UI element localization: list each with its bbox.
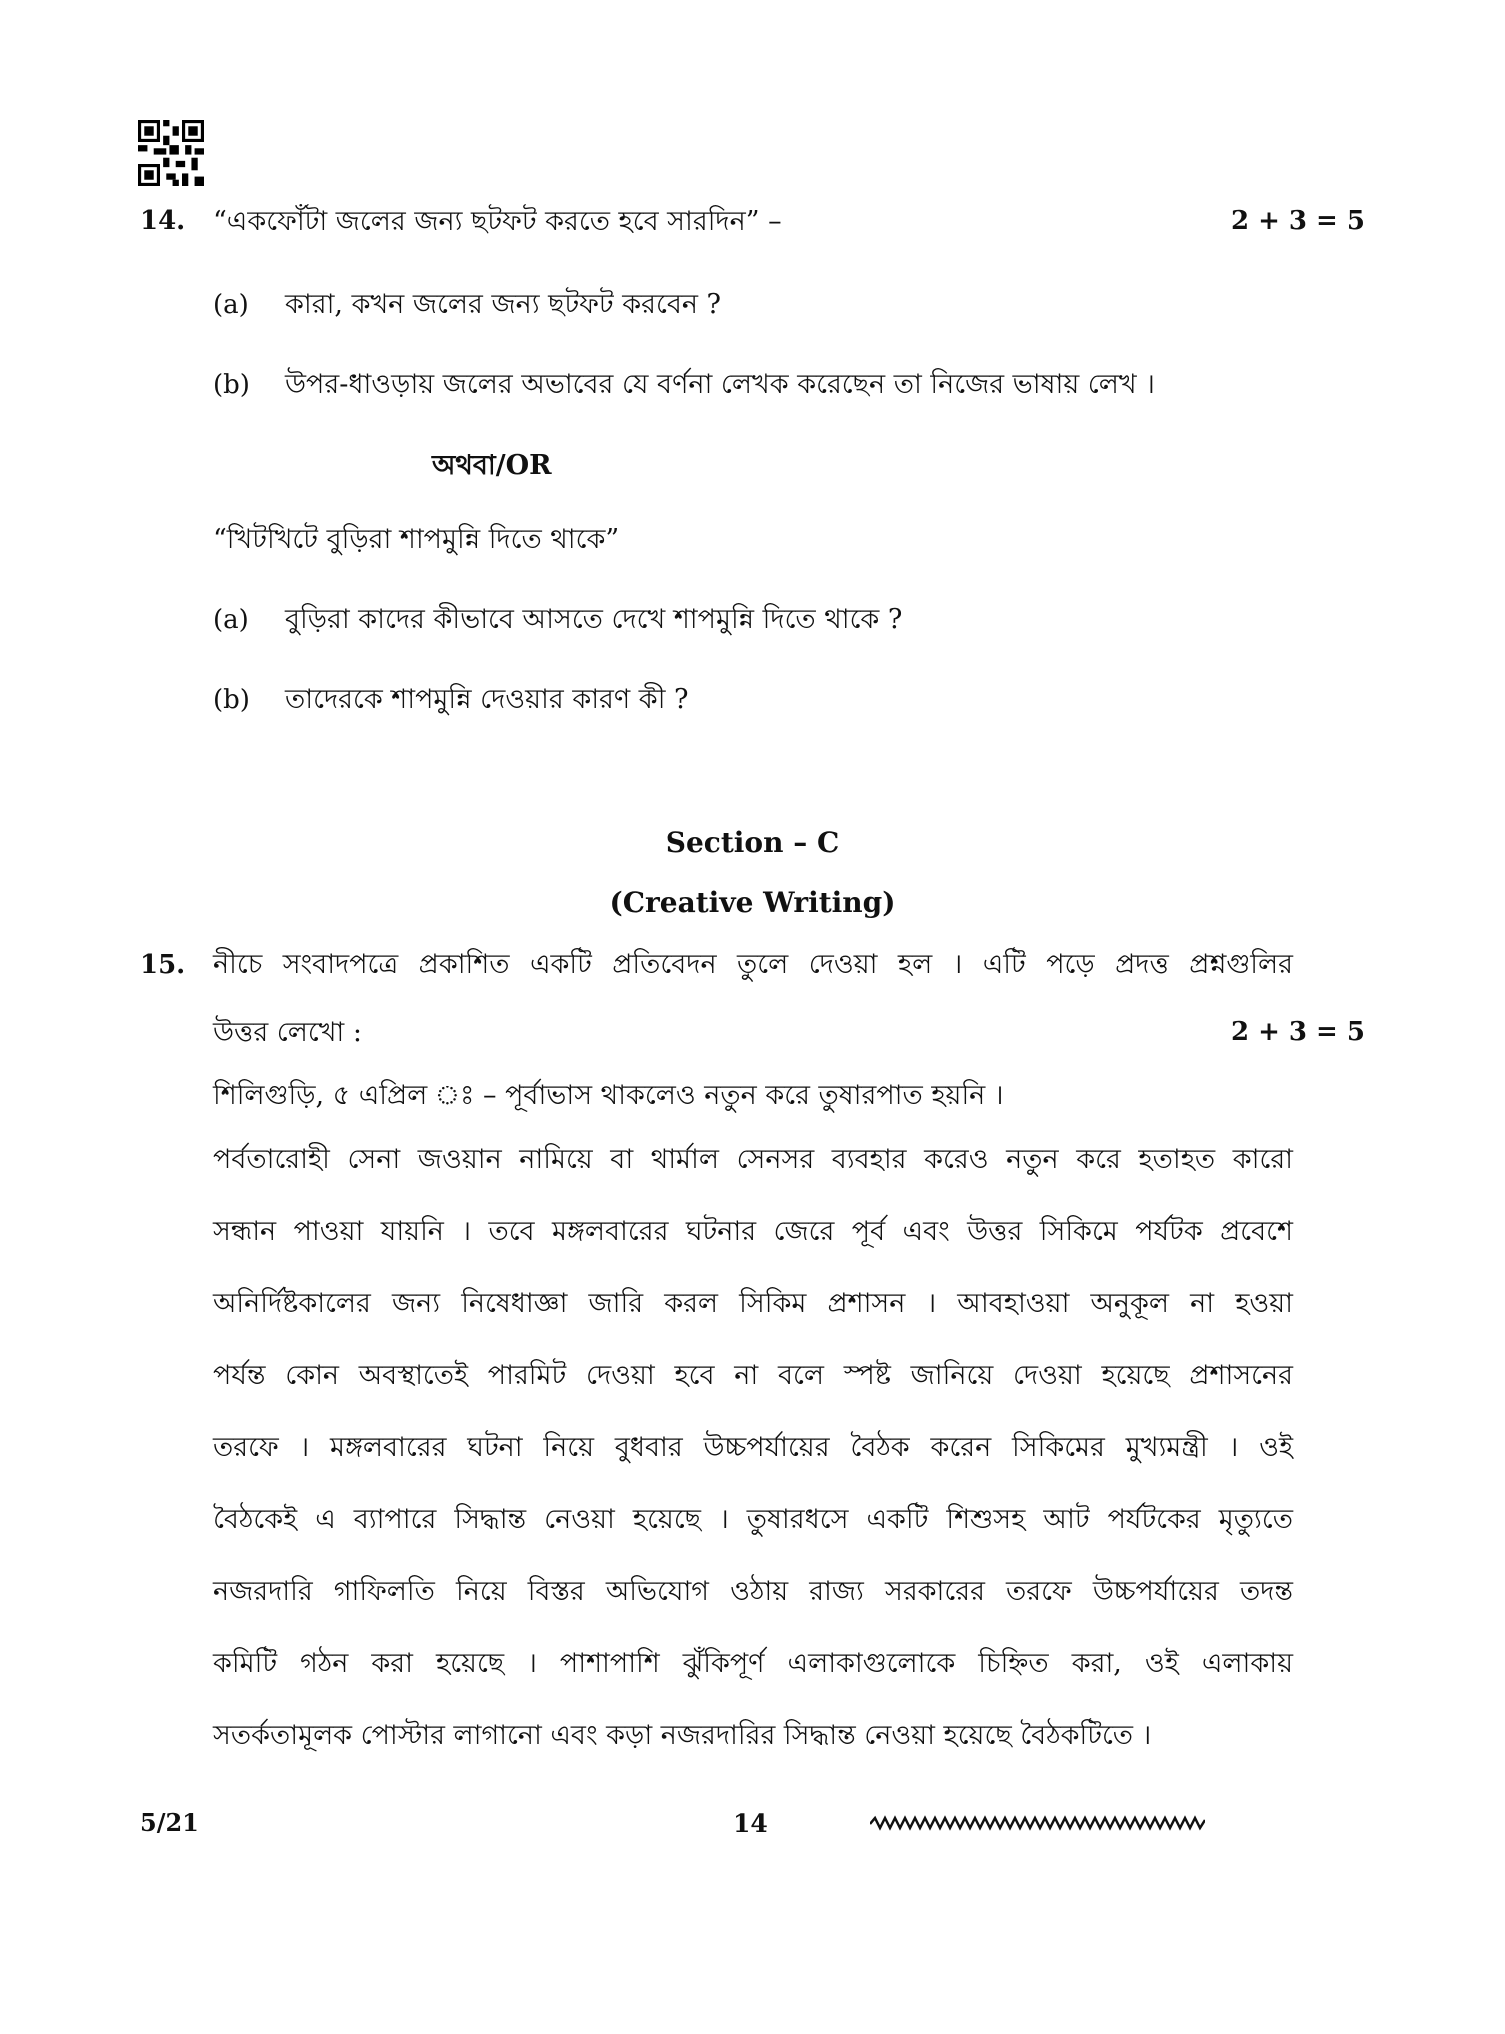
alt-question-quote: “খিটখিটে বুড়িরা শাপমুন্নি দিতে থাকে” — [213, 524, 620, 555]
or-label: অথবা/OR — [432, 450, 552, 481]
question-marks: 2 + 3 = 5 — [1230, 1017, 1365, 1047]
question-marks: 2 + 3 = 5 — [1230, 206, 1365, 236]
part-text: কারা, কখন জলের জন্য ছটফট করবেন ? — [285, 289, 722, 320]
report-line: পর্যন্ত কোন অবস্থাতেই পারমিট দেওয়া হবে না বলে স্পষ্ট জানিয়ে দেওয়া হয়েছে প্রশাসনের — [213, 1360, 1293, 1391]
report-line: তরফে । মঙ্গলবারের ঘটনা নিয়ে বুধবার উচ্চপর্যায়ের বৈঠক করেন সিকিমের মুখ্যমন্ত্রী । ওই — [213, 1432, 1293, 1463]
footer-code: 5/21 — [140, 1808, 199, 1837]
report-line: সতর্কতামূলক পোস্টার লাগানো এবং কড়া নজরদারির সিদ্ধান্ত নেওয়া হয়েছে বৈঠকটিতে । — [213, 1720, 1152, 1751]
part-label: (b) — [213, 685, 250, 715]
report-line: পর্বতারোহী সেনা জওয়ান নামিয়ে বা থার্মাল সেনসর ব্যবহার করেও নতুন করে হতাহত কারো — [213, 1144, 1293, 1175]
section-title: Section – C — [665, 826, 840, 859]
wavy-line-decoration — [870, 1810, 1205, 1834]
qr-code-icon — [138, 120, 204, 186]
part-label: (a) — [213, 290, 249, 320]
report-line: নজরদারি গাফিলতি নিয়ে বিস্তর অভিযোগ ওঠায় রাজ্য সরকারের তরফে উচ্চপর্যায়ের তদন্ত — [213, 1576, 1293, 1607]
report-line: সন্ধান পাওয়া যায়নি । তবে মঙ্গলবারের ঘটনার জেরে পূর্ব এবং উত্তর সিকিমে পর্যটক প্রবেশে — [213, 1216, 1293, 1247]
part-text: তাদেরকে শাপমুন্নি দেওয়ার কারণ কী ? — [285, 684, 689, 715]
part-label: (a) — [213, 605, 249, 635]
part-text: উপর-ধাওড়ায় জলের অভাবের যে বর্ণনা লেখক করেছেন তা নিজের ভাষায় লেখ । — [285, 369, 1155, 400]
question-number: 14. — [140, 206, 186, 236]
report-line: বৈঠকেই এ ব্যাপারে সিদ্ধান্ত নেওয়া হয়েছে । তুষারধসে একটি শিশুসহ আট পর্যটকের মৃত্যুতে — [213, 1504, 1293, 1535]
part-label: (b) — [213, 370, 250, 400]
report-line: অনির্দিষ্টকালের জন্য নিষেধাজ্ঞা জারি করল সিকিম প্রশাসন । আবহাওয়া অনুকূল না হওয়া — [213, 1288, 1293, 1319]
page-number: 14 — [733, 1809, 768, 1838]
question-text: নীচে সংবাদপত্রে প্রকাশিত একটি প্রতিবেদন তুলে দেওয়া হল । এটি পড়ে প্রদত্ত প্রশ্নগুলির — [213, 949, 1293, 980]
question-quote: “একফোঁটা জলের জন্য ছটফট করতে হবে সারদিন” – — [213, 206, 782, 237]
report-line: কমিটি গঠন করা হয়েছে । পাশাপাশি ঝুঁকিপূর্ণ এলাকাগুলোকে চিহ্নিত করা, ওই এলাকায় — [213, 1648, 1293, 1679]
question-number: 15. — [140, 950, 186, 980]
section-subtitle: (Creative Writing) — [609, 886, 896, 919]
part-text: বুড়িরা কাদের কীভাবে আসতে দেখে শাপমুন্নি দিতে থাকে ? — [285, 604, 903, 635]
report-dateline: শিলিগুড়ি, ৫ এপ্রিল ঃ – পূর্বাভাস থাকলেও নতুন করে তুষারপাত হয়নি । — [213, 1080, 1004, 1111]
question-text: উত্তর লেখো : — [213, 1017, 362, 1048]
